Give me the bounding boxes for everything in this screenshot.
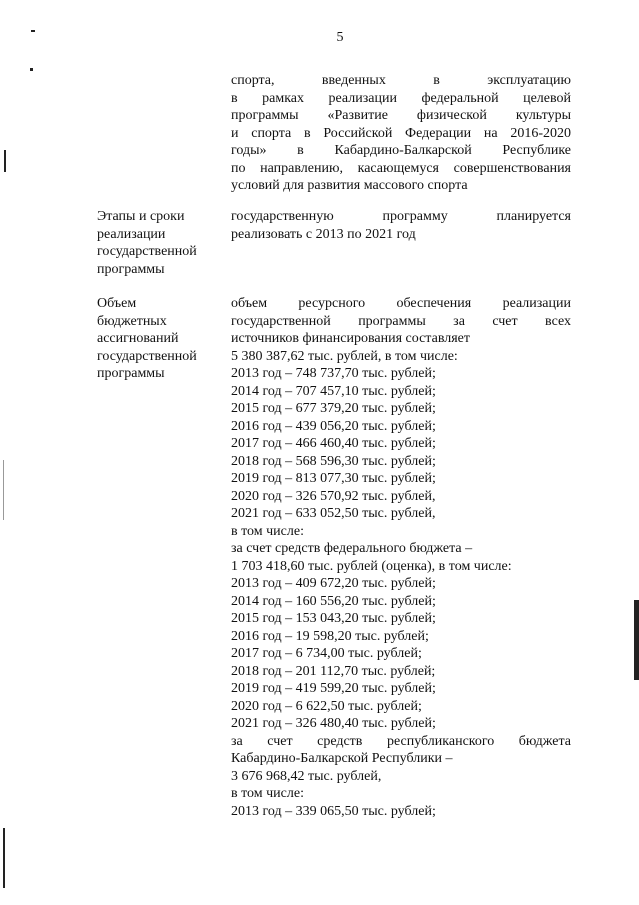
federal-total: 1 703 418,60 тыс. рублей (оценка), в том числе: [231,558,512,574]
label-line: государственной [97,244,197,259]
label-line: реализации [97,226,166,242]
text-line: объем ресурсного обеспечения реализации [231,296,571,311]
year-amount: 2017 год – 6 734,00 тыс. рублей; [231,646,422,661]
funding-total: 5 380 387,62 тыс. рублей, в том числе: [231,348,458,364]
text-line: условий для развития массового спорта [231,178,468,193]
stages-label [97,208,225,278]
text-line: годы» в Кабардино-Балкарской Республике [231,143,571,158]
year-amount: 2015 год – 677 379,20 тыс. рублей; [231,401,436,416]
text-line: программы «Развитие физической культуры [231,108,571,123]
funding-text [231,295,571,820]
republic-heading: Кабардино-Балкарской Республики – [231,751,453,766]
funding-label [97,295,225,383]
year-amount: 2016 год – 439 056,20 тыс. рублей; [231,418,436,434]
label-line: ассигнований [97,331,179,346]
year-amount: 2019 год – 813 077,30 тыс. рублей; [231,471,436,486]
republic-total: 3 676 968,42 тыс. рублей, [231,768,382,784]
text-line: и спорта в Российской Федерации на 2016-2020 [231,125,571,141]
text-line: государственной программы за счет всех [231,313,571,329]
scan-edge-mark [634,600,639,680]
text-line: реализовать с 2013 по 2021 год [231,226,416,242]
year-amount: 2015 год – 153 043,20 тыс. рублей; [231,611,436,626]
year-amount: 2018 год – 568 596,30 тыс. рублей; [231,453,436,469]
text-line: спорта, введенных в эксплуатацию [231,73,571,88]
year-amount: 2020 год – 326 570,92 тыс. рублей, [231,488,436,504]
scan-edge-mark [4,150,6,172]
text-line: государственную программу планируется [231,209,571,224]
stages-text [231,208,571,243]
year-amount: 2020 год – 6 622,50 тыс. рублей; [231,698,422,714]
label-line: государственной [97,348,197,364]
year-amount: 2013 год – 748 737,70 тыс. рублей; [231,366,436,381]
text-line: по направлению, касающемуся совершенствования [231,160,571,176]
label-line: Этапы и сроки [97,209,185,224]
scan-speck [30,68,33,71]
republic-heading: за счет средств республиканского бюджета [231,733,571,749]
in-total-note: в том числе: [231,523,304,539]
year-amount: 2021 год – 633 052,50 тыс. рублей, [231,506,436,521]
text-line: в рамках реализации федеральной целевой [231,90,571,106]
page-number: 5 [336,30,344,45]
year-amount: 2021 год – 326 480,40 тыс. рублей; [231,716,436,731]
federal-heading: за счет средств федерального бюджета – [231,541,473,556]
year-amount: 2014 год – 160 556,20 тыс. рублей; [231,593,436,609]
year-amount: 2019 год – 419 599,20 тыс. рублей; [231,681,436,696]
label-line: программы [97,261,165,277]
text-line: источников финансирования составляет [231,331,470,346]
year-amount: 2013 год – 409 672,20 тыс. рублей; [231,576,436,591]
year-amount: 2014 год – 707 457,10 тыс. рублей; [231,383,436,399]
year-amount: 2013 год – 339 065,50 тыс. рублей; [231,803,436,819]
scan-edge-mark [3,828,5,888]
label-line: Объем [97,296,137,311]
label-line: программы [97,366,165,381]
scan-edge-mark [3,460,4,520]
label-line: бюджетных [97,313,167,329]
top-continuation-text [231,72,571,195]
year-amount: 2016 год – 19 598,20 тыс. рублей; [231,628,429,644]
republic-note: в том числе: [231,786,304,801]
year-amount: 2017 год – 466 460,40 тыс. рублей; [231,436,436,451]
year-amount: 2018 год – 201 112,70 тыс. рублей; [231,663,436,679]
